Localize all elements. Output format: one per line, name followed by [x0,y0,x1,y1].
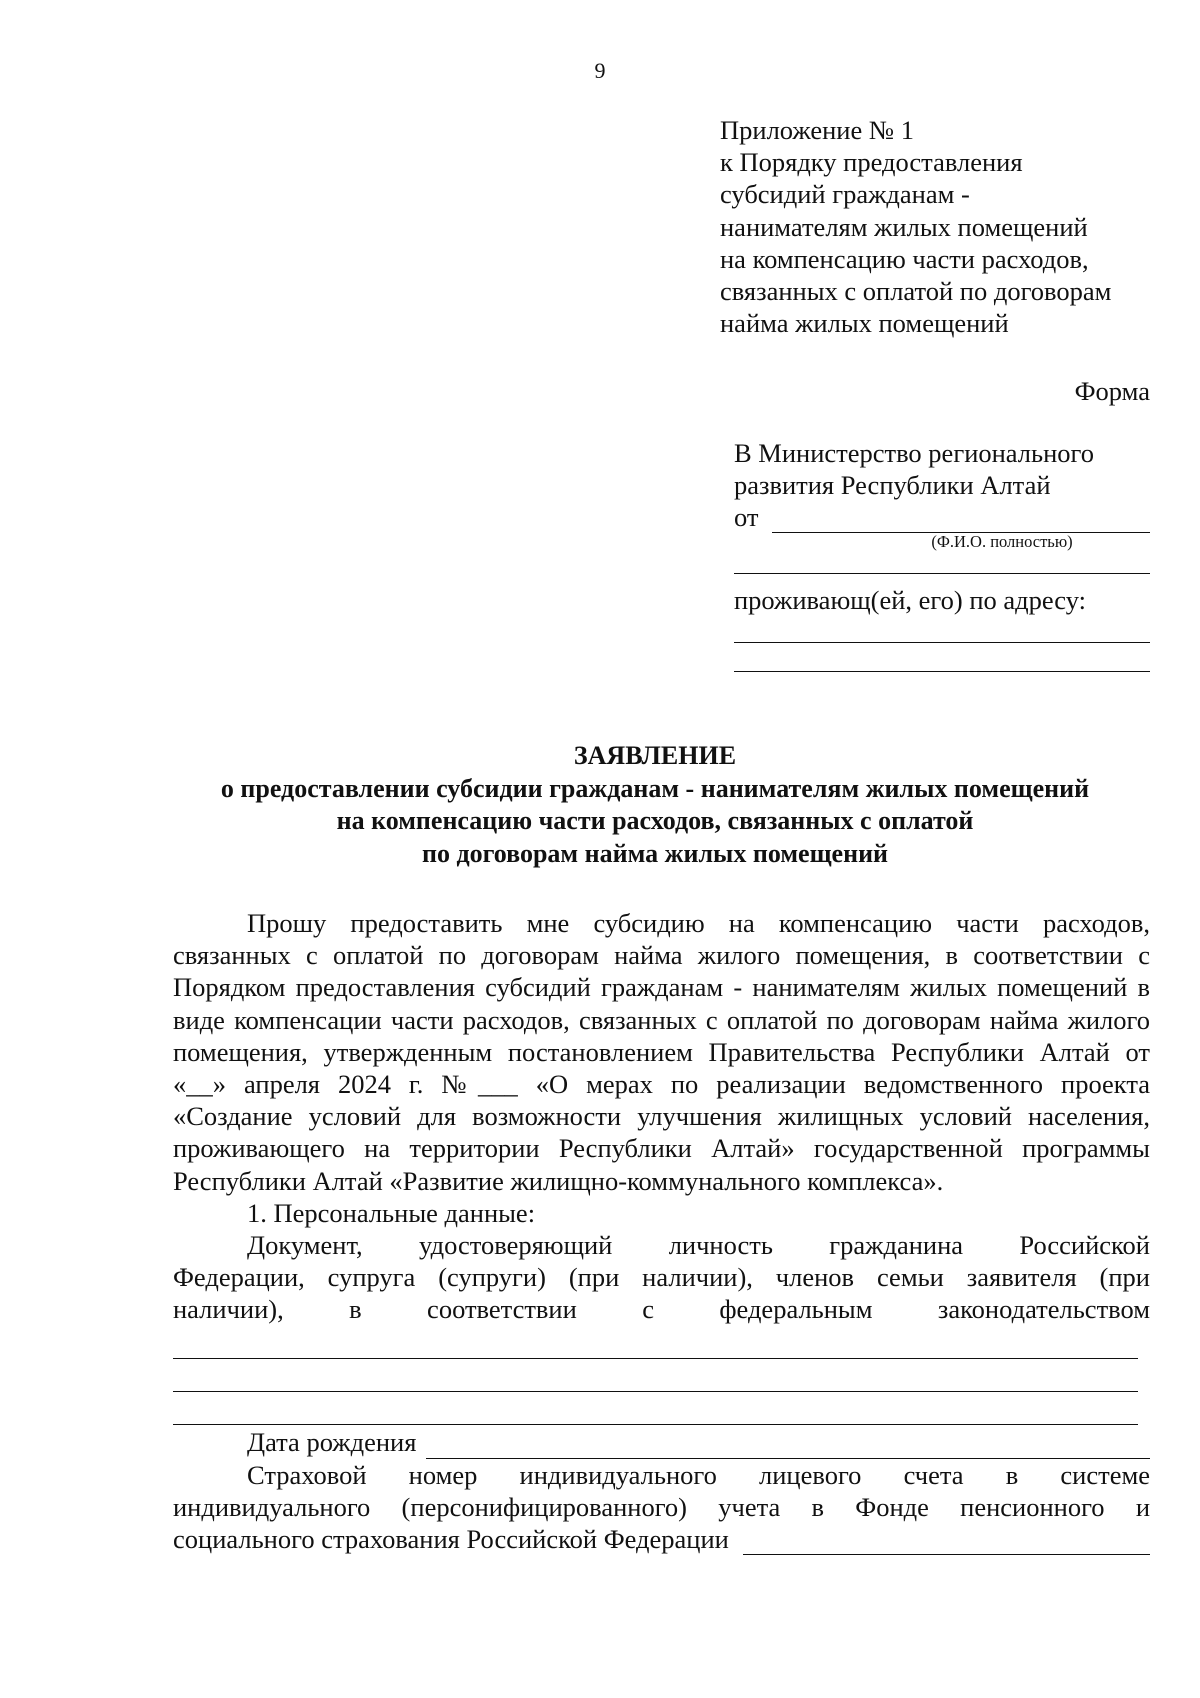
address-label: проживающ(ей, его) по адресу: [734,585,1086,615]
document-text-line: наличии), в соответствии с федеральным законодательством [173,1294,1150,1325]
dob-field[interactable] [426,1432,1150,1459]
from-label: от [734,502,759,532]
addressee-block [734,437,1150,672]
section-heading: 1. Персональные данные: [247,1197,536,1228]
title-line: о предоставлении субсидии гражданам - нанимателям жилых помещений [220,773,1090,803]
fio-field-continued[interactable] [734,553,1150,574]
form-label: Форма [1074,376,1150,406]
snils-text-line: индивидуального (персонифицированного) учета в Фонде пенсионного и [173,1491,1150,1522]
document-field-line[interactable] [173,1326,1138,1359]
fio-caption: (Ф.И.О. полностью) [931,532,1073,551]
document-text-line: Федерации, супруга (супруги) (при наличии), членов семьи заявителя (при [173,1262,1150,1293]
appendix-header [720,114,1111,339]
from-row [734,501,1150,533]
appendix-line: к Порядку предоставления [720,147,1023,178]
page-number: 9 [594,58,606,83]
address-field-line[interactable] [734,616,1150,643]
dob-row [173,1425,1150,1459]
address-field-line[interactable] [734,643,1150,672]
document-title [170,740,1140,870]
snils-row [173,1523,1150,1555]
title-heading: ЗАЯВЛЕНИЕ [573,741,737,770]
appendix-line: нанимателям жилых помещений [720,211,1088,242]
dob-label: Дата рождения [247,1427,417,1458]
title-line: по договорам найма жилых помещений [421,838,889,868]
appendix-line: субсидий гражданам - [720,179,970,210]
document-text-line: Документ, удостоверяющий личность гражданина Российской [247,1230,1150,1261]
title-line: на компенсацию части расходов, связанных с оплатой [336,806,974,835]
appendix-line: Приложение № 1 [720,115,915,145]
document-field-line[interactable] [173,1359,1138,1392]
snils-text-line: Страховой номер индивидуального лицевого счета в системе [247,1459,1150,1490]
document-field-line[interactable] [173,1392,1138,1425]
fio-field[interactable] [772,506,1150,533]
addressee-line: В Министерство регионального [734,438,1095,468]
intro-paragraph: Прошу предоставить мне субсидию на компенсацию части расходов, связанных с оплатой по договорам найма жилого помещения, в соответствии с Порядком предоставления субсидий гражданам - нанимателям жилых помещений в виде компенсации части расходов, связанных с оплатой по договорам найма жилого помещения, утвержденным постановлением Правительства Республики Алтай от «__» апреля 2024 г. №___ «О мерах по реализации ведомственного проекта «Создание условий для возможности улучшения жилищных условий населения, проживающего на территории Республики Алтай» государственной программы Республики Алтай «Развитие жилищно-коммунального комплекса». [173,908,1150,1196]
appendix-line: на компенсацию части расходов, [720,243,1089,274]
appendix-line: найма жилых помещений [720,308,1009,339]
snils-field[interactable] [743,1528,1150,1555]
addressee-line: развития Республики Алтай [734,470,1051,500]
document-body [173,907,1150,1555]
appendix-line: связанных с оплатой по договорам [720,276,1112,307]
snils-text-line: социального страхования Российской Федерации [173,1524,729,1555]
